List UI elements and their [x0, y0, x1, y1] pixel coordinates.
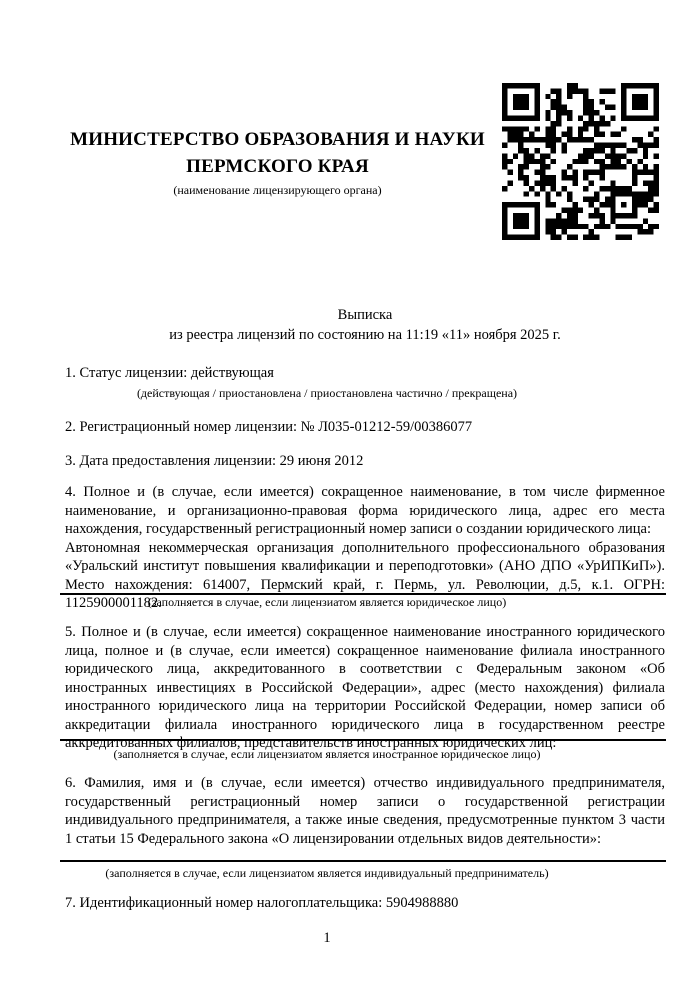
license-status-line: 1. Статус лицензии: действующая — [65, 365, 274, 381]
ministry-header — [65, 126, 490, 198]
foreign-entity-caption: (заполняется в случае, если лицензиатом является иностранное юридическое лицо) — [113, 747, 541, 761]
foreign-entity-section — [65, 623, 665, 753]
document-title-line1: Выписка — [337, 307, 393, 323]
ministry-name-line1: МИНИСТЕРСТВО ОБРАЗОВАНИЯ И НАУКИ — [70, 129, 485, 150]
legal-entity-answer: Автономная некоммерческая организация дополнительного профессионального образования «Уральский институт повышения квалификации и переподготовки» (АНО ДПО «УрИПКиП»). Место нахождения: 614007, Пермский край, г. Пермь, ул. Революции, д.5, к.1. ОГРН: 1125900001182. — [65, 539, 665, 611]
entrepreneur-underline — [60, 860, 666, 862]
registration-number-line: 2. Регистрационный номер лицензии: № Л035-01212-59/00386077 — [65, 419, 473, 435]
ministry-caption: (наименование лицензирующего органа) — [173, 183, 382, 197]
ministry-name-line2: ПЕРМСКОГО КРАЯ — [186, 156, 369, 177]
document-title — [65, 306, 665, 345]
page-number: 1 — [323, 930, 331, 946]
legal-entity-question: 4. Полное и (в случае, если имеется) сокращенное наименование, в том числе фирменное наименование, и организационно-правовая форма юридического лица, адрес его места нахождения, государственный регистрационный номер записи о создании юридического лица: — [65, 484, 665, 537]
foreign-entity-question: 5. Полное и (в случае, если имеется) сокращенное наименование иностранного юридического лица, полное и (в случае, если имеется) сокращенное наименование филиала иностранного юридического лица, аккредитованного в соответствии с Федеральным законом «Об иностранных инвестициях в Российской Федерации», адрес (место нахождения) филиала иностранного юридического лица на территории Российской Федерации, номер записи об аккредитации филиала иностранного юридического лица в государственном реестре аккредитованных филиалов, представительств иностранных юридических лиц: — [65, 624, 665, 751]
entrepreneur-section — [65, 774, 665, 848]
legal-entity-caption: (заполняется в случае, если лицензиатом является юридическое лицо) — [147, 595, 507, 609]
entrepreneur-caption: (заполняется в случае, если лицензиатом является индивидуальный предприниматель) — [105, 866, 549, 880]
foreign-entity-underline — [60, 739, 666, 741]
document-title-line2: из реестра лицензий по состоянию на 11:19 «11» ноября 2025 г. — [169, 326, 561, 343]
qr-code-icon — [502, 83, 659, 240]
license-status-options-caption: (действующая / приостановлена / приостановлена частично / прекращена) — [136, 386, 518, 400]
taxpayer-id-line: 7. Идентификационный номер налогоплательщика: 5904988880 — [65, 895, 459, 911]
entrepreneur-question: 6. Фамилия, имя и (в случае, если имеется) отчество индивидуального предпринимателя, государственный регистрационный номер записи о государственной регистрации индивидуального предпринимателя, а также иные сведения, предусмотренные пунктом 3 части 1 статьи 15 Федерального закона «О лицензировании отдельных видов деятельности»: — [65, 775, 665, 847]
license-grant-date-line: 3. Дата предоставления лицензии: 29 июня 2012 — [65, 453, 364, 469]
